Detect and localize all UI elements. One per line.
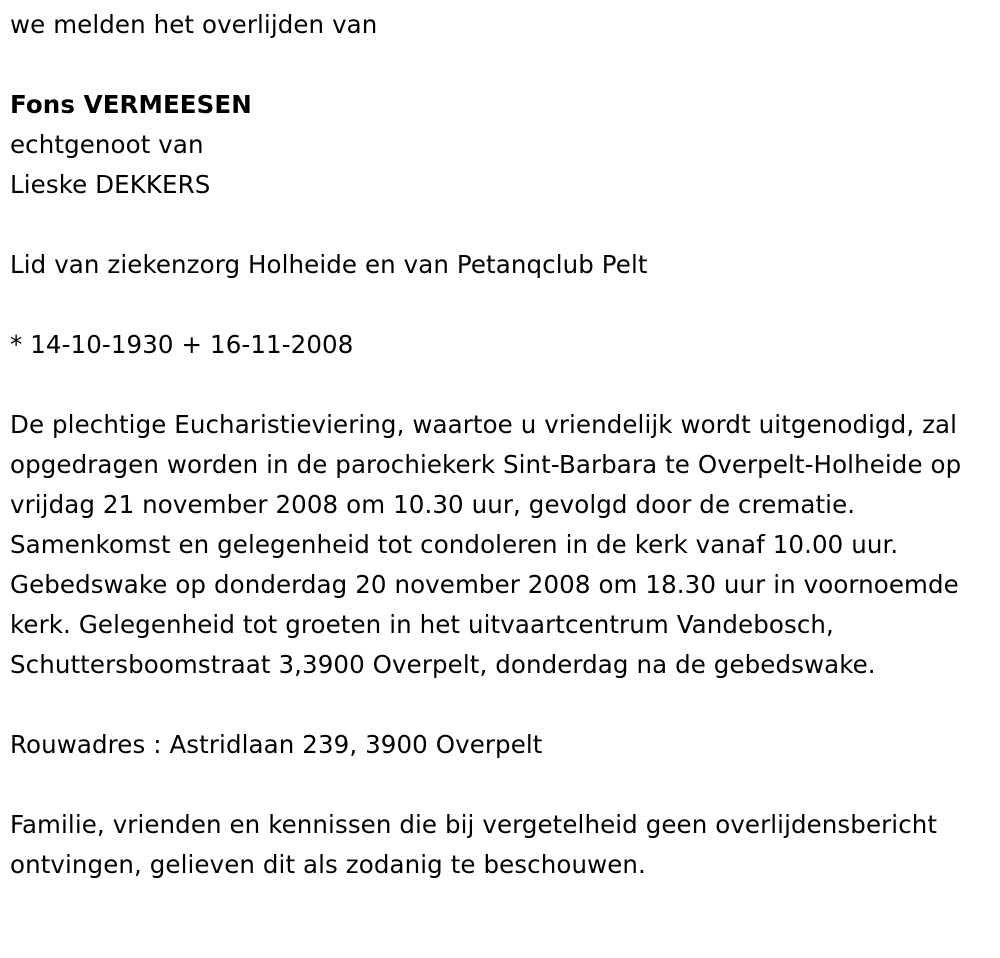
spacer <box>10 685 992 725</box>
spacer <box>10 45 992 85</box>
spacer <box>10 285 992 325</box>
spacer <box>10 365 992 405</box>
ceremony-paragraph: De plechtige Eucharistieviering, waartoe u vriendelijk wordt uitgenodigd, zal opgedragen worden in de parochiekerk Sint-Barbara te Overpelt-Holheide op vrijdag 21 november 2008 om 10.30 uur, gevolgd door de crematie. Samenkomst en gelegenheid tot condoleren in de kerk vanaf 10.00 uur. Gebedswake op donderdag 20 november 2008 om 18.30 uur in voornoemde kerk. Gelegenheid tot groeten in het uitvaartcentrum Vandebosch, Schuttersboomstraat 3,3900 Overpelt, donderdag na de gebedswake. <box>10 410 962 679</box>
closing-paragraph: Familie, vrienden en kennissen die bij vergetelheid geen overlijdensbericht ontvingen, gelieven dit als zodanig te beschouwen. <box>10 810 938 879</box>
spacer <box>10 205 992 245</box>
mourning-address: Rouwadres : Astridlaan 239, 3900 Overpelt <box>10 730 543 759</box>
membership-text: Lid van ziekenzorg Holheide en van Petanqclub Pelt <box>10 250 648 279</box>
relation-text: echtgenoot van <box>10 130 204 159</box>
spacer <box>10 765 992 805</box>
spouse-name: Lieske DEKKERS <box>10 170 211 199</box>
life-dates: * 14-10-1930 + 16-11-2008 <box>10 330 354 359</box>
deceased-name: Fons VERMEESEN <box>10 90 252 119</box>
obituary-notice <box>10 5 992 885</box>
intro-text: we melden het overlijden van <box>10 10 378 39</box>
